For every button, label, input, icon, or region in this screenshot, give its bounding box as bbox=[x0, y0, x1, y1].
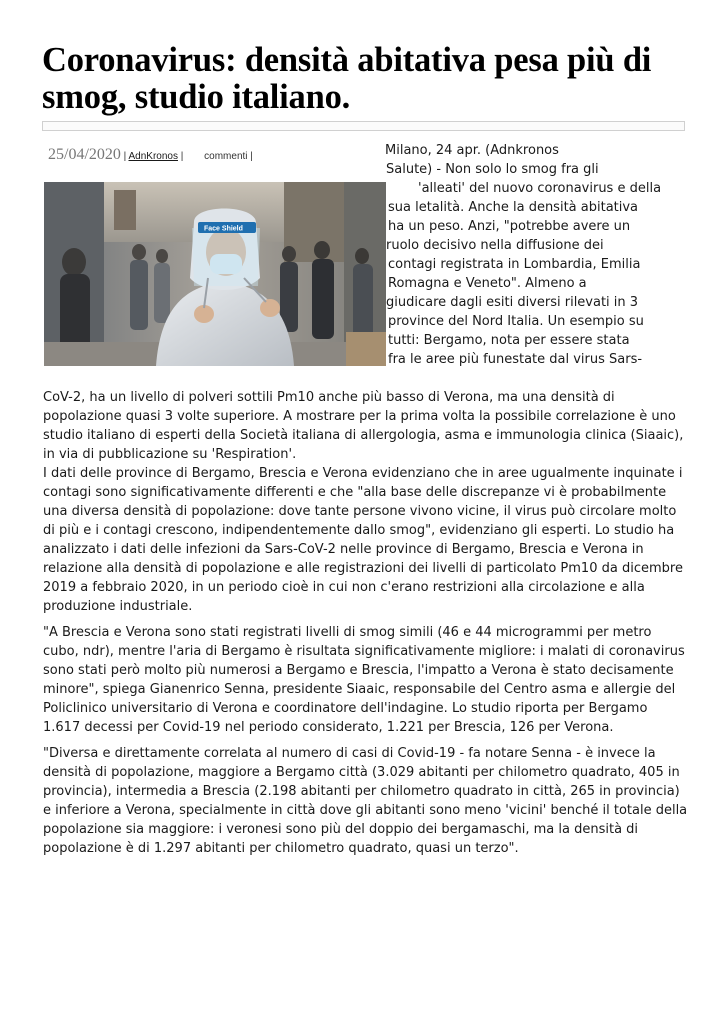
intro-line: contagi registrata in Lombardia, Emilia bbox=[388, 257, 641, 272]
intro-line: giudicare dagli esiti diversi rilevati in 3 bbox=[386, 295, 639, 310]
article-meta bbox=[48, 146, 253, 164]
intro-side-column bbox=[385, 141, 685, 369]
intro-line: tutti: Bergamo, nota per essere stata bbox=[388, 333, 630, 348]
intro-line: ruolo decisivo nella diffusione dei bbox=[386, 238, 604, 253]
intro-line: Milano, 24 apr. (Adnkronos bbox=[385, 143, 559, 158]
intro-continuation: CoV-2, ha un livello di polveri sottili Pm10 anche più basso di Verona, ma una densità di popolazione quasi 3 volte superiore. A mostrare per la prima volta la possibile correlazione è uno studio italiano di esperti della Società italiana di allergologia, asma e immunologia clinica (Siaaic), in via di pubblicazione su 'Respiration'. bbox=[43, 390, 684, 462]
body-paragraph: "Diversa e direttamente correlata al numero di casi di Covid-19 - fa notare Senna - è invece la densità di popolazione, maggiore a Bergamo città (3.029 abitanti per chilometro quadrato, 405 in provincia), intermedia a Brescia (2.198 abitanti per chilometro quadrato in città, 265 in provincia) e inferiore a Verona, specialmente in città dove gli abitanti sono meno 'vicini' benché il totale della popolazione sia maggiore: i veronesi sono più del doppio dei bergamaschi, ma la densità di popolazione è di 1.297 abitanti per chilometro quadrato, quasi un terzo". bbox=[43, 746, 688, 856]
intro-line: Salute) - Non solo lo smog fra gli bbox=[386, 162, 599, 177]
body-paragraph: I dati delle province di Bergamo, Brescia e Verona evidenziano che in aree ugualmente inquinate i contagi sono significativamente differenti e che "alla base delle discrepanze vi è probabilmente una diversa densità di popolazione: dove tante persone vivono vicine, il virus può circolare molto di più e i contagi crescono, indipendentemente dallo smog", evidenziano gli esperti. Lo studio ha analizzato i dati delle infezioni da Sars-CoV-2 nelle province di Bergamo, Brescia e Verona in relazione alla densità di popolazione e alle registrazioni dei livelli di particolato Pm10 da dicembre 2019 a febbraio 2020, in un periodo cioè in cui non c'erano restrizioni alla circolazione e alla produzione industriale. bbox=[43, 466, 683, 614]
face-shield-label: Face Shield bbox=[204, 225, 243, 233]
meta-separator: | bbox=[180, 151, 187, 162]
meta-separator: | bbox=[250, 151, 253, 162]
comments-link[interactable]: commenti bbox=[204, 151, 248, 162]
source-link[interactable]: AdnKronos bbox=[128, 151, 178, 162]
article-title: Coronavirus: densità abitativa pesa più di smog, studio italiano. bbox=[42, 41, 652, 116]
article-body bbox=[43, 464, 688, 865]
intro-line: ha un peso. Anzi, "potrebbe avere un bbox=[388, 219, 631, 234]
title-divider bbox=[42, 121, 685, 131]
intro-line: 'alleati' del nuovo coronavirus e della bbox=[418, 181, 662, 196]
article-date: 25/04/2020 bbox=[48, 146, 121, 163]
meta-separator: | bbox=[123, 151, 129, 162]
intro-line: province del Nord Italia. Un esempio su bbox=[388, 314, 644, 329]
article-photo bbox=[44, 182, 386, 366]
intro-line: Romagna e Veneto". Almeno a bbox=[388, 276, 587, 291]
intro-line: sua letalità. Anche la densità abitativa bbox=[388, 200, 639, 215]
body-paragraph: "A Brescia e Verona sono stati registrati livelli di smog simili (46 e 44 microgrammi per metro cubo, ndr), mentre l'aria di Bergamo è risultata significativamente migliore: i malati di coronavirus sono stati però molto più numerosi a Bergamo e Brescia, l'impatto a Verona è stato decisamente minore", spiega Gianenrico Senna, presidente Siaaic, responsabile del Centro asma e allergie del Policlinico universitario di Verona e coordinatore dell'indagine. Lo studio riporta per Bergamo 1.617 decessi per Covid-19 nel periodo considerato, 1.221 per Brescia, 126 per Verona. bbox=[43, 625, 685, 735]
intro-line: fra le aree più funestate dal virus Sars- bbox=[388, 352, 643, 367]
